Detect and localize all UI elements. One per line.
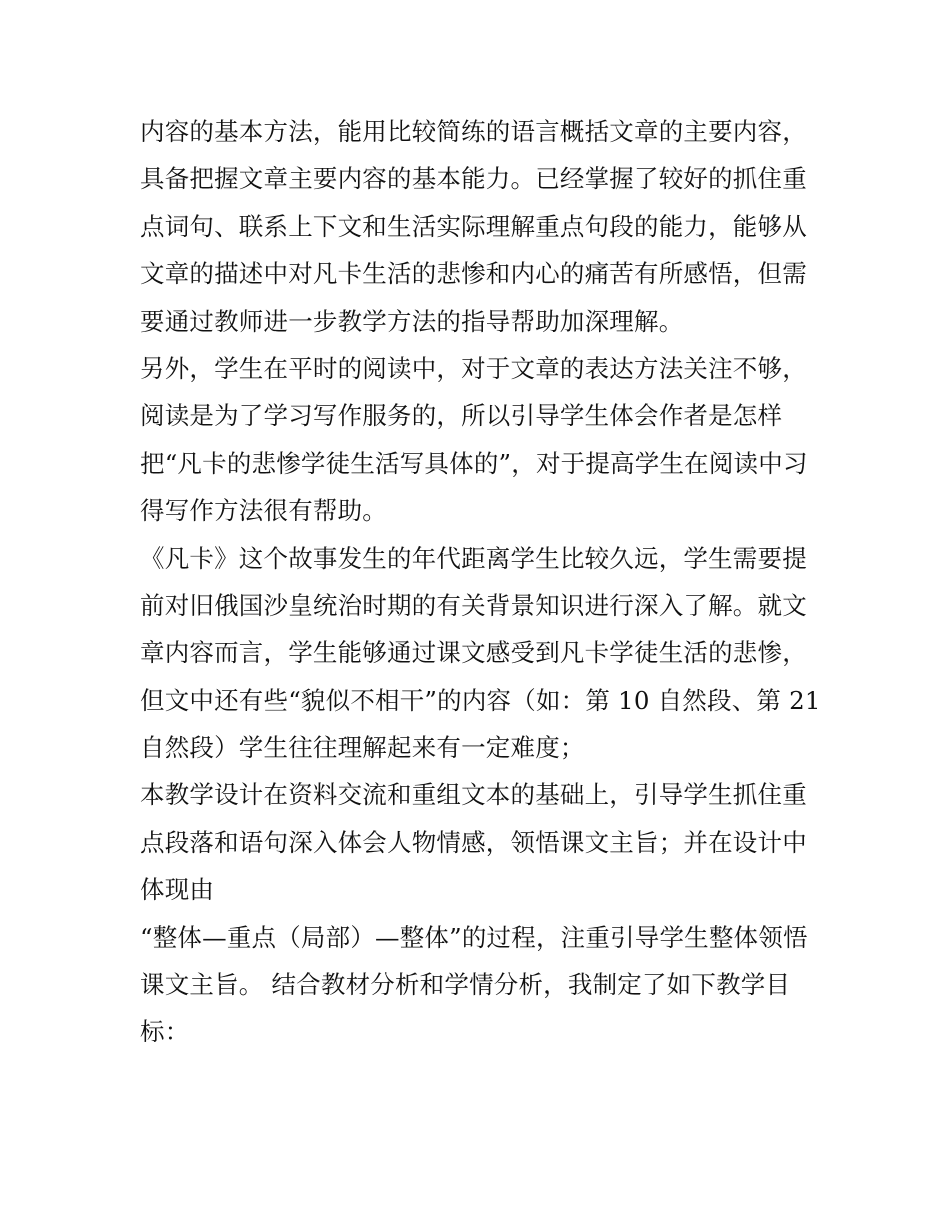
text-line: “整体—重点（局部）—整体”的过程，注重引导学生整体领悟 (140, 922, 808, 952)
text-line: 另外，学生在平时的阅读中，对于文章的表达方法关注不够， (140, 353, 807, 383)
text-line: 课文主旨。 结合教材分析和学情分析，我制定了如下教学目 (140, 970, 791, 1000)
text-line: 把“凡卡的悲惨学徒生活写具体的”，对于提高学生在阅读中习 (140, 448, 808, 478)
text-line: 前对旧俄国沙皇统治时期的有关背景知识进行深入了解。就文 (140, 590, 807, 620)
text-line: 内容的基本方法，能用比较简练的语言概括文章的主要内容， (140, 117, 807, 146)
text-line: 本教学设计在资料交流和重组文本的基础上，引导学生抓住重 (140, 780, 807, 810)
text-line: 自然段）学生往往理解起来有一定难度； (140, 733, 585, 763)
text-line: 章内容而言，学生能够通过课文感受到凡卡学徒生活的悲惨， (140, 638, 807, 668)
text-line: 但文中还有些“貌似不相干”的内容（如：第 10 自然段、第 21 (140, 685, 821, 715)
text-line: 点词句、联系上下文和生活实际理解重点句段的能力，能够从 (140, 211, 807, 241)
text-line: 《凡卡》这个故事发生的年代距离学生比较久远，学生需要提 (140, 543, 807, 573)
text-line: 点段落和语句深入体会人物情感，领悟课文主旨；并在设计中 (140, 827, 807, 857)
document-body (140, 108, 820, 1056)
text-line: 具备把握文章主要内容的基本能力。已经掌握了较好的抓住重 (140, 164, 807, 194)
text-line: 阅读是为了学习写作服务的，所以引导学生体会作者是怎样 (140, 401, 783, 431)
text-line: 体现由 (140, 875, 215, 905)
text-line: 标： (140, 1017, 190, 1047)
text-line: 文章的描述中对凡卡生活的悲惨和内心的痛苦有所感悟，但需 (140, 259, 807, 289)
text-line: 要通过教师进一步教学方法的指导帮助加深理解。 (140, 306, 684, 336)
text-line: 得写作方法很有帮助。 (140, 496, 387, 526)
